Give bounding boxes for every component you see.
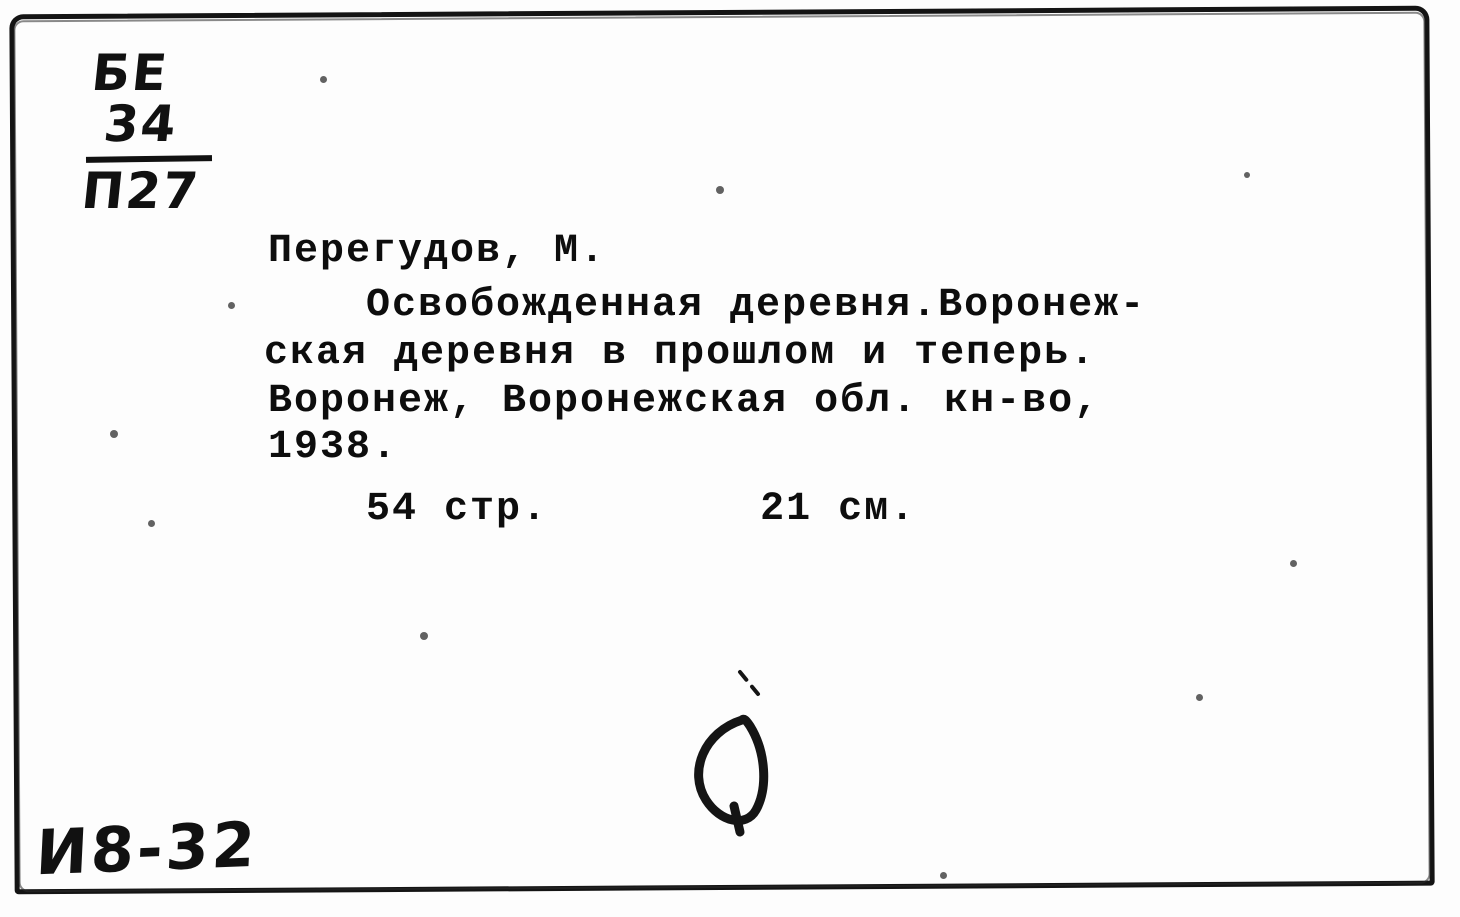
scan-speck (320, 76, 327, 83)
pencil-check-loop-icon (680, 660, 800, 840)
scan-speck (110, 430, 118, 438)
scan-speck (1290, 560, 1297, 567)
accession-number: И8-32 (34, 807, 260, 890)
entry-author: Перегудов, М. (268, 229, 607, 274)
scan-speck (420, 632, 428, 640)
scan-speck (940, 872, 947, 879)
entry-imprint-line-1: Воронеж, Воронежская обл. кн-во, (268, 379, 1101, 424)
call-number-line-2: 34 (101, 95, 181, 153)
entry-imprint-line-2: 1938. (268, 425, 399, 470)
scan-speck (1244, 172, 1250, 178)
scan-speck (148, 520, 155, 527)
call-number-block (78, 44, 212, 220)
call-number-line-1: БЕ (89, 44, 172, 102)
entry-size: 21 см. (760, 487, 917, 532)
scan-speck (228, 302, 235, 309)
entry-pages: 54 стр. (366, 487, 549, 532)
entry-title-line-2: ская деревня в прошлом и теперь. (264, 331, 1097, 376)
scan-speck (716, 186, 724, 194)
entry-physical-description (268, 486, 1388, 534)
scan-speck (1196, 694, 1203, 701)
call-number-line-3: П27 (79, 162, 203, 220)
entry-title-line-1: Освобожденная деревня.Воронеж- (366, 283, 1147, 328)
catalog-entry (264, 228, 1388, 534)
